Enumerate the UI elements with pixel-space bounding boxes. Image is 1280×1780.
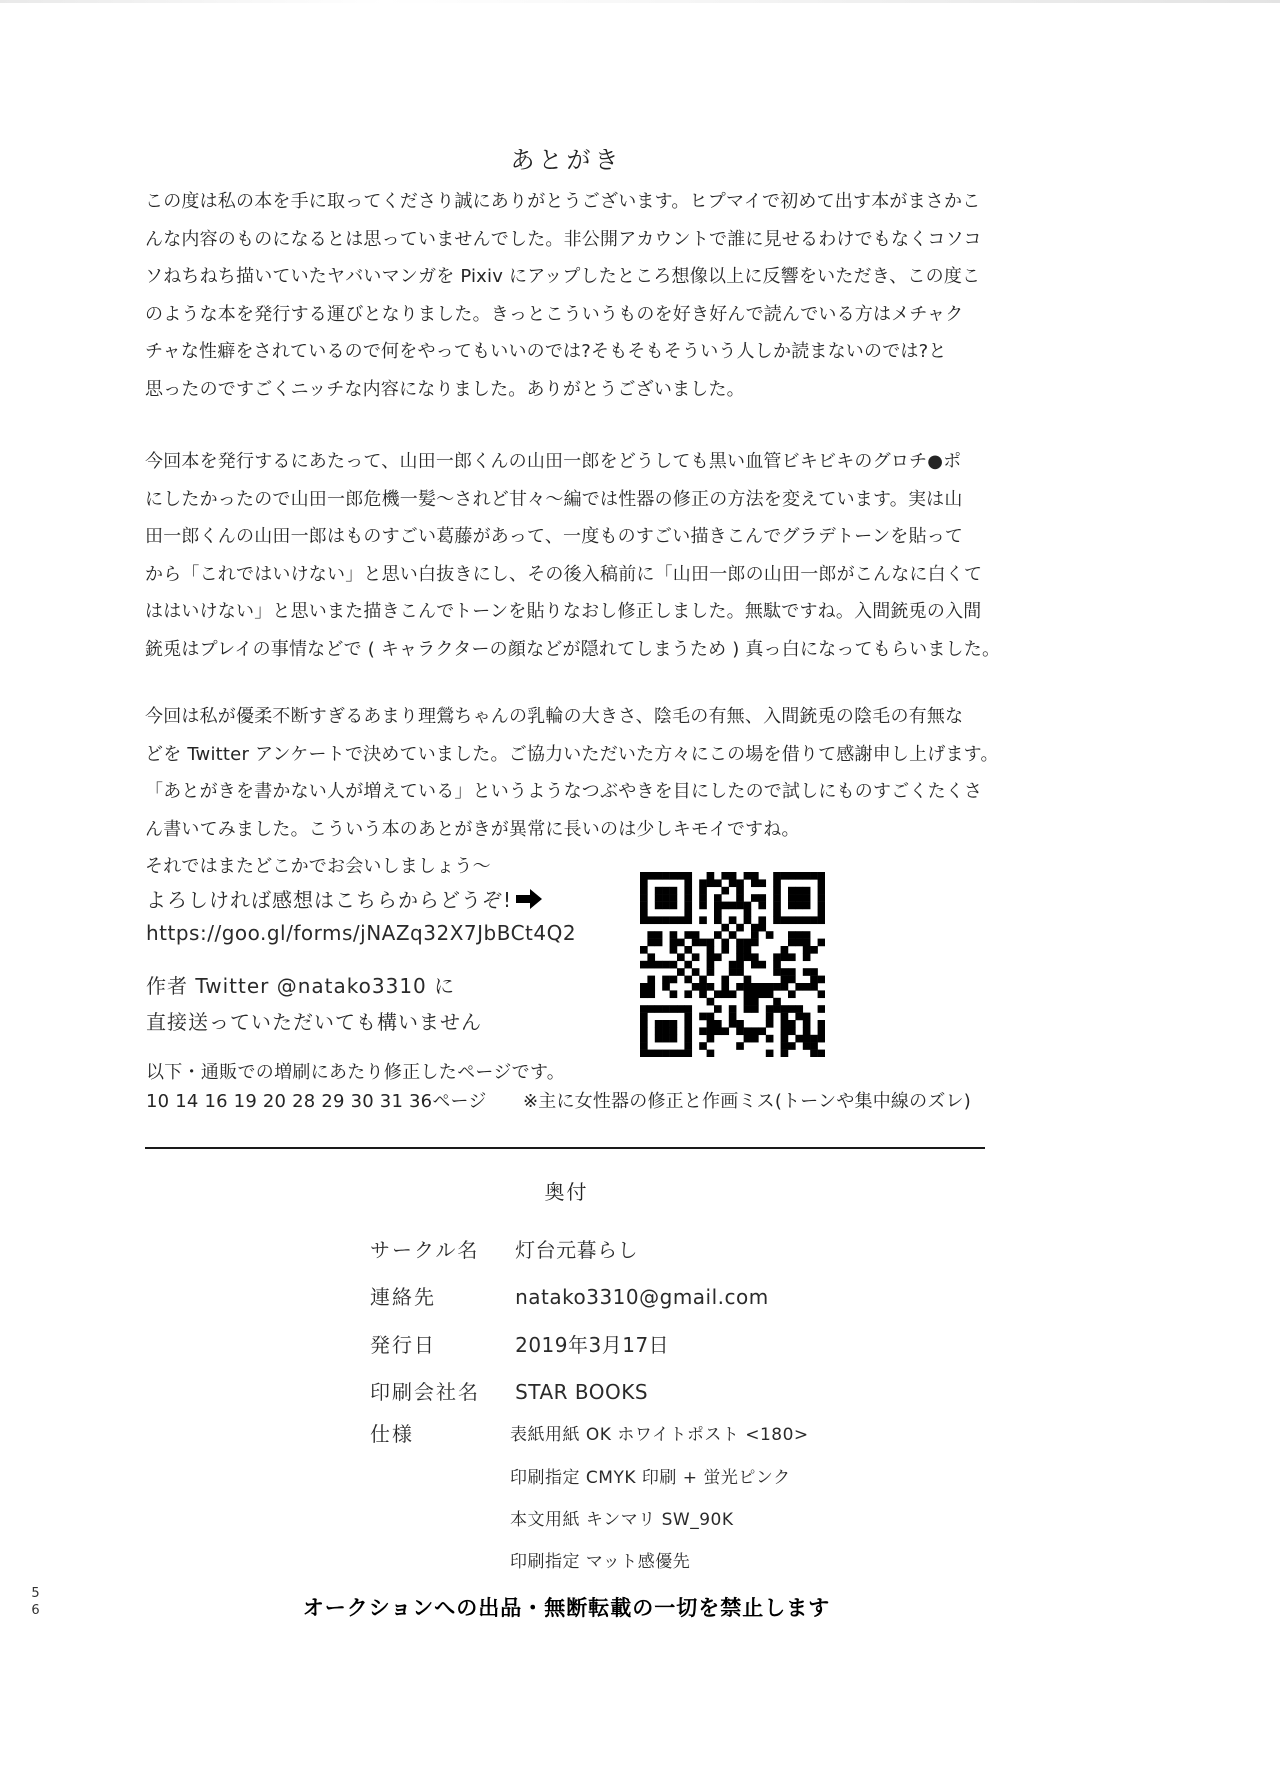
page-number: 56 (28, 1586, 43, 1620)
feedback-prompt (146, 884, 542, 914)
colophon-value: 2019年3月17日 (515, 1333, 670, 1357)
paragraph-line: 今回本を発行するにあたって、山田一郎くんの山田一郎をどうしても黒い血管ビキビキのグロチ●ポ (145, 451, 962, 472)
corrections-note: 以下・通販での増刷にあたり修正したページです。 (146, 1062, 566, 1083)
paragraph-line: ははいけない」と思いまた描きこんでトーンを貼りなおし修正しました。無駄ですね。入間銃兎の入間 (145, 601, 982, 622)
colophon-label: 発行日 (370, 1333, 436, 1357)
paragraph-line: チャな性癖をされているので何をやってもいいのでは?そもそもそういう人しか読まないのでは?と (145, 341, 947, 362)
scan-artifact (0, 0, 1280, 3)
colophon-label: サークル名 (370, 1238, 480, 1262)
afterword-paragraph-3 (145, 698, 1015, 886)
spec-line: 本文用紙 キンマリ SW_90K (510, 1510, 734, 1530)
feedback-form-url: https://goo.gl/forms/jNAZq32X7JbBCt4Q2 (146, 921, 577, 945)
colophon-row-printer (370, 1376, 648, 1405)
colophon-spec-label: 仕様 (370, 1422, 414, 1446)
divider-line (145, 1147, 985, 1149)
arrow-right-icon (516, 889, 542, 914)
colophon-value: 灯台元暮らし (515, 1238, 639, 1262)
paragraph-line: ソねちねち描いていたヤバいマンガを Pixiv にアップしたところ想像以上に反響をいただき、この度こ (145, 266, 981, 287)
paragraph-line: 今回は私が優柔不断すぎるあまり理鶯ちゃんの乳輪の大きさ、陰毛の有無、入間銃兎の陰毛の有無な (145, 706, 964, 727)
colophon-row-contact (370, 1281, 769, 1310)
paragraph-line: それではまたどこかでお会いしましょう〜 (145, 856, 491, 877)
paragraph-line: 思ったのですごくニッチな内容になりました。ありがとうございました。 (145, 378, 745, 400)
qr-code (640, 872, 825, 1057)
paragraph-line: んな内容のものになるとは思っていませんでした。非公開アカウントで誰に見せるわけでもなくコソコ (145, 228, 982, 250)
spec-line: 印刷指定 CMYK 印刷 + 蛍光ピンク (510, 1468, 791, 1488)
colophon-row-circle (370, 1234, 638, 1263)
author-twitter-line: 作者 Twitter @natako3310 に (146, 974, 456, 998)
colophon-row-publish-date (370, 1329, 669, 1358)
colophon-title: 奥付 (544, 1180, 589, 1204)
corrections-pages: 10 14 16 19 20 28 29 30 31 36ページ ※主に女性器の修正と作画ミス(トーンや集中線のズレ) (146, 1091, 971, 1112)
spec-line: 表紙用紙 OK ホワイトポスト <180> (510, 1425, 809, 1445)
afterword-paragraph-2 (145, 443, 1015, 668)
paragraph-line: のような本を発行する運びとなりました。きっとこういうものを好き好んで読んでいる方はメチャク (145, 303, 964, 325)
paragraph-line: この度は私の本を手に取ってくださり誠にありがとうございます。ヒプマイで初めて出す本がまさかこ (145, 191, 981, 212)
colophon-label: 印刷会社名 (370, 1380, 480, 1404)
footer-warning: オークションへの出品・無断転載の一切を禁止します (302, 1596, 831, 1620)
paragraph-line: から「これではいけない」と思い白抜きにし、その後入稿前に「山田一郎の山田一郎がこんなに白くて (145, 563, 983, 585)
paragraph-line: どを Twitter アンケートで決めていました。ご協力いただいた方々にこの場を借りて感謝申し上げます。 (145, 743, 999, 765)
spec-line: 印刷指定 マット感優先 (510, 1552, 691, 1572)
page-title: あとがき (510, 146, 623, 174)
paragraph-line: 「あとがきを書かない人が増えている」というようなつぶやきを目にしたので試しにものすごくたくさ (145, 781, 983, 802)
paragraph-line: 銃兎はプレイの事情などで ( キャラクターの顔などが隠れてしまうため ) 真っ白になってもらいました。 (145, 638, 1001, 660)
colophon-label: 連絡先 (370, 1285, 436, 1309)
paragraph-line: にしたかったので山田一郎危機一髪〜されど甘々〜編では性器の修正の方法を変えています。実は山 (145, 488, 963, 510)
author-twitter-line2: 直接送っていただいても構いません (146, 1010, 482, 1034)
colophon-value: natako3310@gmail.com (515, 1285, 769, 1309)
paragraph-line: 田一郎くんの山田一郎はものすごい葛藤があって、一度ものすごい描きこんでグラデトーンを貼って (145, 526, 964, 547)
feedback-prompt-text: よろしければ感想はこちらからどうぞ! (146, 888, 513, 912)
paragraph-line: ん書いてみました。こういう本のあとがきが異常に長いのは少しキモイですね。 (145, 818, 800, 840)
colophon-value: STAR BOOKS (515, 1380, 649, 1404)
afterword-paragraph-1 (145, 183, 1015, 408)
